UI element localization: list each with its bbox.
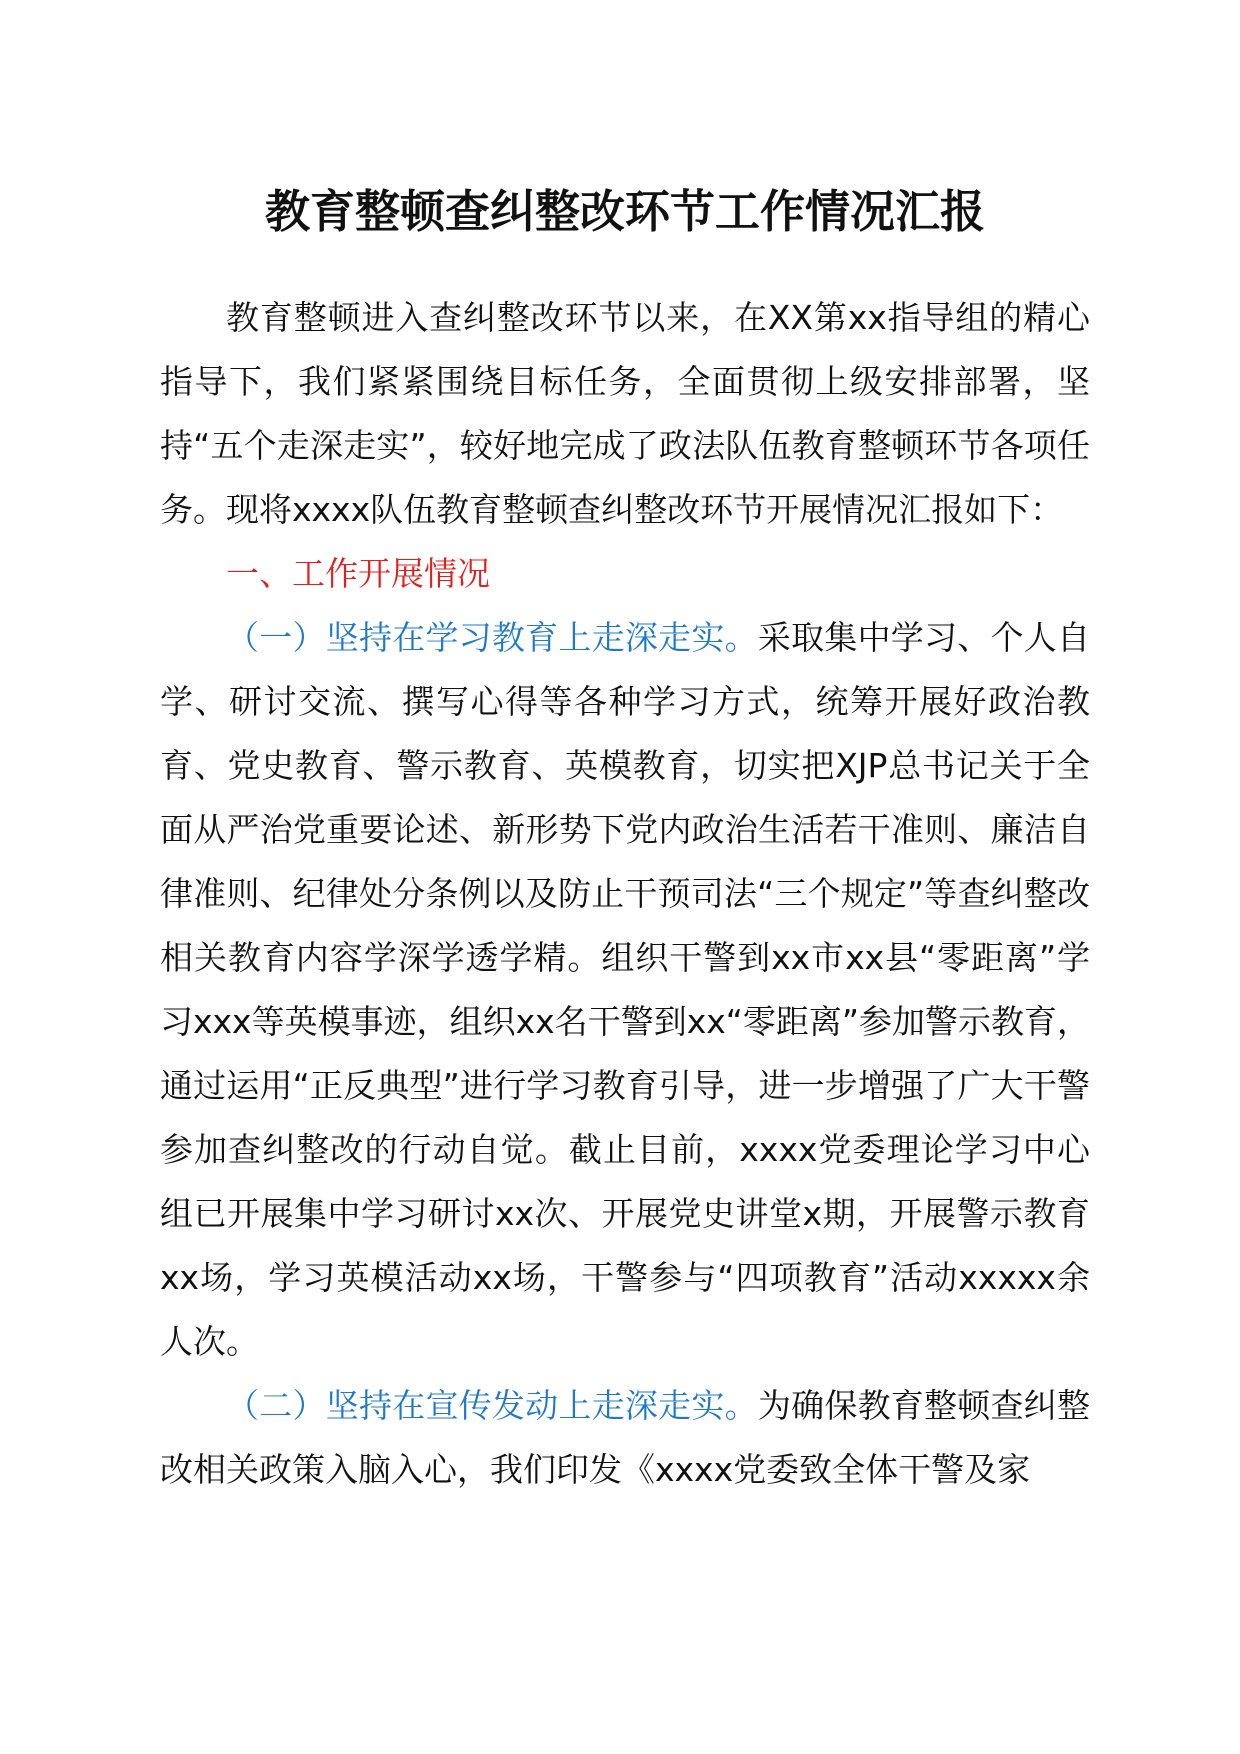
- subsection-paragraph-1: [160, 606, 1090, 1374]
- section-heading: [160, 542, 1090, 606]
- subsection-heading-1: （一）坚持在学习教育上走深走实。: [226, 618, 758, 657]
- document-page: [160, 180, 1090, 1502]
- intro-paragraph: 教育整顿进入查纠整改环节以来，在XX第xx指导组的精心指导下，我们紧紧围绕目标任务，全面贯彻上级安排部署，坚持“五个走深走实”，较好地完成了政法队伍教育整顿环节各项任务。现将xxxx队伍教育整顿查纠整改环节开展情况汇报如下：: [160, 298, 1090, 529]
- subsection-body-1: 采取集中学习、个人自学、研讨交流、撰写心得等各种学习方式，统筹开展好政治教育、党史教育、警示教育、英模教育，切实把XJP总书记关于全面从严治党重要论述、新形势下党内政治生活若干准则、廉洁自律准则、纪律处分条例以及防止干预司法“三个规定”等查纠整改相关教育内容学深学透学精。组织干警到xx市xx县“零距离”学习xxx等英模事迹，组织xx名干警到xx“零距离”参加警示教育，通过运用“正反典型”进行学习教育引导，进一步增强了广大干警参加查纠整改的行动自觉。截止目前，xxxx党委理论学习中心组已开展集中学习研讨xx次、开展党史讲堂x期，开展警示教育xx场，学习英模活动xx场，干警参与“四项教育”活动xxxxx余人次。: [160, 618, 1091, 1361]
- subsection-body-2: 为确保教育整顿查纠整改相关政策入脑入心，我们印发《xxxx党委致全体干警及家: [160, 1386, 1091, 1489]
- subsection-paragraph-2: [160, 1374, 1090, 1502]
- section-heading-text: 一、工作开展情况: [226, 554, 490, 593]
- subsection-heading-2: （二）坚持在宣传发动上走深走实。: [226, 1386, 758, 1425]
- document-title: 教育整顿查纠整改环节工作情况汇报: [264, 185, 985, 238]
